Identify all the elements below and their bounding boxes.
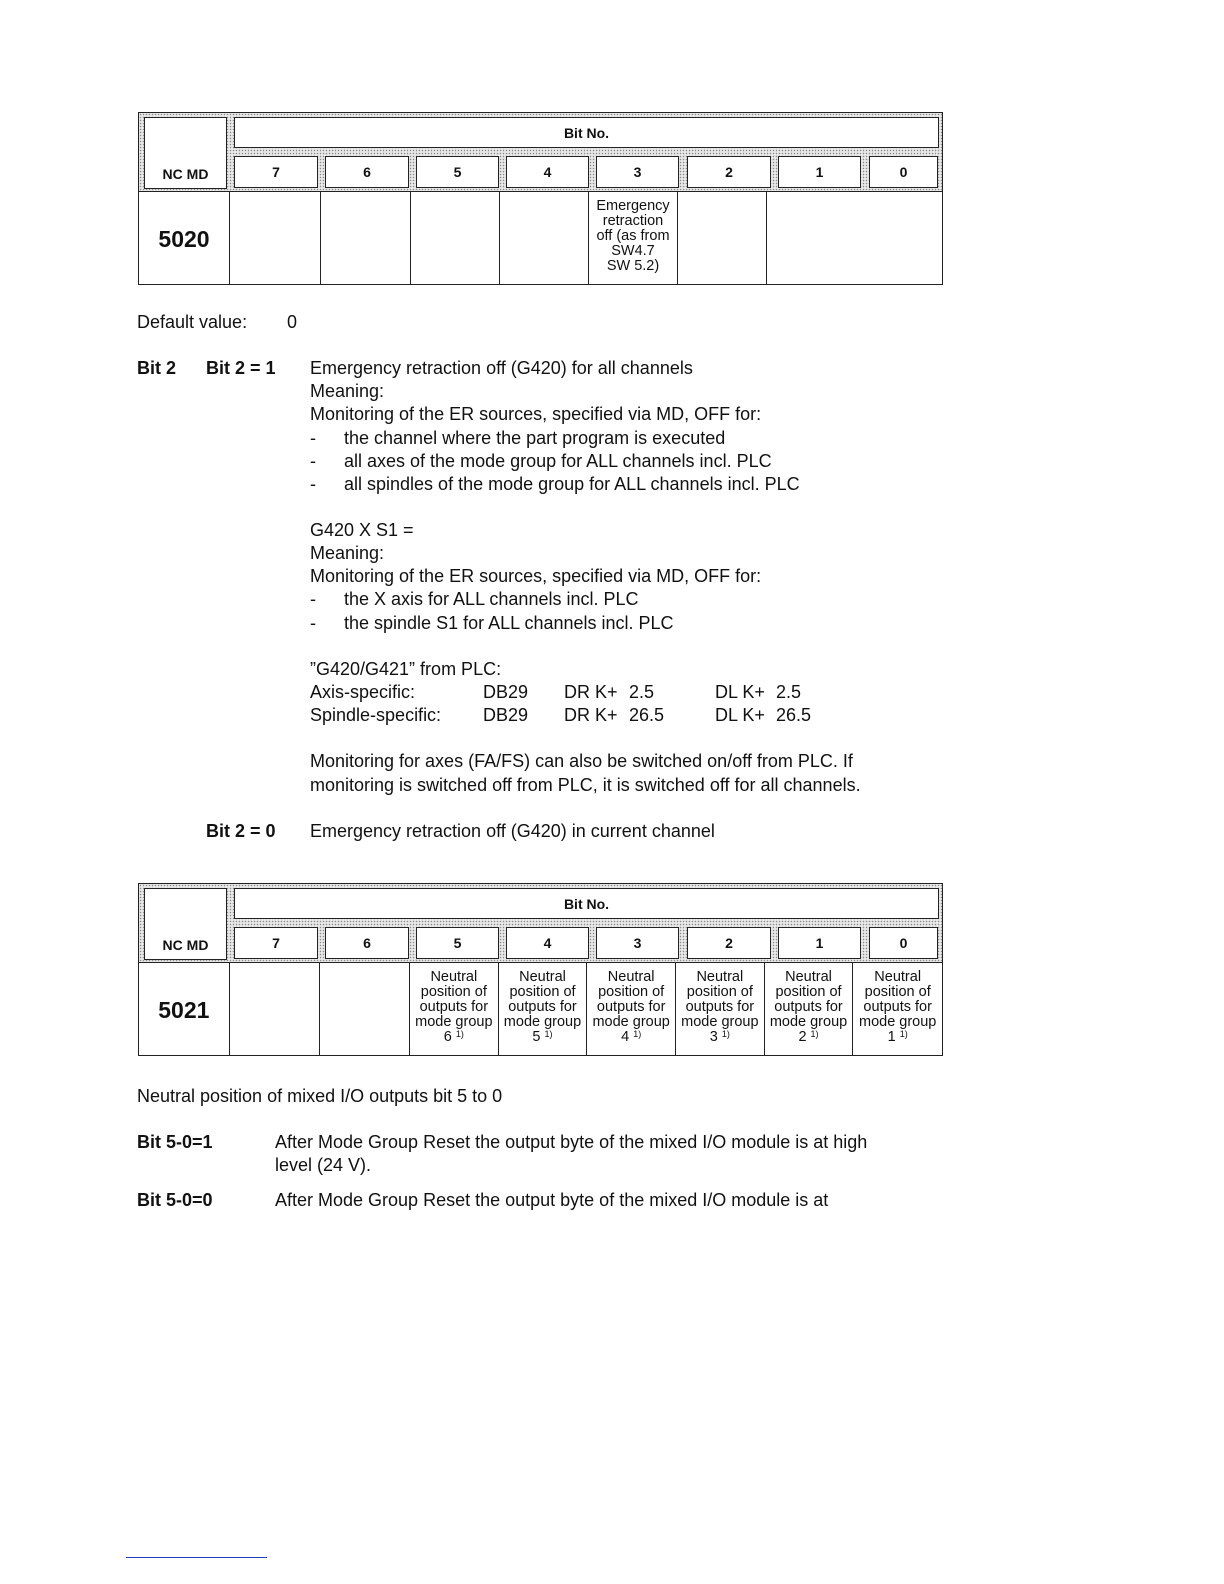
bit-0-header: 0 bbox=[869, 156, 938, 188]
bit-6-cell bbox=[320, 963, 410, 1055]
bit-3-header: 3 bbox=[596, 156, 679, 188]
table-header bbox=[139, 113, 942, 192]
monitoring-text: Monitoring of the ER sources, specified via MD, OFF for: bbox=[310, 566, 762, 586]
bit2-eq1-text: Emergency retraction off (G420) for all channels bbox=[310, 358, 693, 378]
bit-4-header: 4 bbox=[506, 927, 589, 959]
default-value: 0 bbox=[287, 312, 298, 332]
bit-1-cell: Neutral position of outputs for mode group 2 $^{1)}$ bbox=[765, 963, 854, 1055]
bit-2-header: 2 bbox=[687, 927, 771, 959]
bit-4-cell bbox=[500, 192, 589, 284]
bit50-eq0-label: Bit 5-0=0 bbox=[137, 1190, 213, 1210]
md-number: 5021 bbox=[139, 963, 230, 1055]
axis-dr: DR K+ bbox=[564, 682, 618, 702]
bit-2-cell: Emergency retraction off (as from SW4.7 SW 5.2) bbox=[589, 192, 678, 284]
bit-5-header: 5 bbox=[416, 156, 499, 188]
bit-4-header: 4 bbox=[506, 156, 589, 188]
note-line-1: Monitoring for axes (FA/FS) can also be switched on/off from PLC. If bbox=[310, 751, 853, 771]
spindle-dr-value: 26.5 bbox=[629, 705, 665, 725]
table-body-row bbox=[139, 963, 942, 1055]
footnote-mark: 1) bbox=[455, 1029, 464, 1039]
dash: - bbox=[310, 589, 316, 609]
bit-3-header: 3 bbox=[596, 927, 679, 959]
bit-1-header: 1 bbox=[778, 927, 861, 959]
neutral-heading: Neutral position of mixed I/O outputs bit 5 to 0 bbox=[137, 1086, 503, 1106]
dash: - bbox=[310, 451, 316, 471]
bit-4-cell: Neutral position of outputs for mode group 5 $^{1)}$ bbox=[499, 963, 588, 1055]
bit-7-cell bbox=[230, 963, 321, 1055]
bit-7-header: 7 bbox=[234, 156, 318, 188]
meaning-label: Meaning: bbox=[310, 381, 385, 401]
note-line-2: monitoring is switched off from PLC, it is switched off for all channels. bbox=[310, 775, 861, 795]
footnote-mark: 1) bbox=[721, 1029, 730, 1039]
footnote-mark: 1) bbox=[633, 1029, 642, 1039]
bit-0-cell: Neutral position of outputs for mode group 1 $^{1)}$ bbox=[858, 969, 937, 1045]
ncmd-header: NC MD bbox=[144, 888, 227, 960]
bit2-label: Bit 2 bbox=[137, 358, 177, 378]
bit50-eq1-line1: After Mode Group Reset the output byte of the mixed I/O module is at high bbox=[275, 1132, 868, 1152]
default-value-label: Default value: bbox=[137, 312, 248, 332]
monitoring-text: Monitoring of the ER sources, specified via MD, OFF for: bbox=[310, 404, 762, 424]
bit-0-header: 0 bbox=[869, 927, 938, 959]
axis-dl: DL K+ bbox=[715, 682, 765, 702]
axis-dl-value: 2.5 bbox=[776, 682, 802, 702]
md-table-5020 bbox=[138, 112, 943, 285]
bit50-eq1-label: Bit 5-0=1 bbox=[137, 1132, 213, 1152]
from-plc-text: ”G420/G421” from PLC: bbox=[310, 659, 502, 679]
meaning-label: Meaning: bbox=[310, 543, 385, 563]
bit-3-cell: Neutral position of outputs for mode group 4 $^{1)}$ bbox=[587, 963, 676, 1055]
bit50-eq1-line2: level (24 V). bbox=[275, 1155, 372, 1175]
bit-5-cell bbox=[411, 192, 500, 284]
footnote-mark: 1) bbox=[544, 1029, 553, 1039]
bit2-eq1-label: Bit 2 = 1 bbox=[206, 358, 276, 378]
list-item: all spindles of the mode group for ALL channels incl. PLC bbox=[344, 474, 800, 494]
axis-label: Axis-specific: bbox=[310, 682, 416, 702]
axis-db: DB29 bbox=[483, 682, 529, 702]
footnote-mark: 1) bbox=[810, 1029, 819, 1039]
md-number: 5020 bbox=[139, 192, 230, 284]
table-body-row bbox=[139, 192, 942, 284]
table-header bbox=[139, 884, 942, 963]
dash: - bbox=[310, 428, 316, 448]
footnote-mark: 1) bbox=[899, 1029, 908, 1039]
list-item: all axes of the mode group for ALL channels incl. PLC bbox=[344, 451, 772, 471]
footnote-rule bbox=[126, 1557, 267, 1558]
bit-7-cell bbox=[230, 192, 321, 284]
bit-7-header: 7 bbox=[234, 927, 318, 959]
bit50-eq0-line1: After Mode Group Reset the output byte of the mixed I/O module is at bbox=[275, 1190, 829, 1210]
ncmd-header: NC MD bbox=[144, 117, 227, 189]
bit2-eq0-text: Emergency retraction off (G420) in current channel bbox=[310, 821, 715, 841]
spindle-dl: DL K+ bbox=[715, 705, 765, 725]
spindle-dr: DR K+ bbox=[564, 705, 618, 725]
bit-0-cell bbox=[767, 192, 856, 284]
axis-dr-value: 2.5 bbox=[629, 682, 655, 702]
bit2-eq0-label: Bit 2 = 0 bbox=[206, 821, 276, 841]
md-table-5021 bbox=[138, 883, 943, 1056]
dash: - bbox=[310, 474, 316, 494]
bit-5-header: 5 bbox=[416, 927, 499, 959]
list-item: the channel where the part program is executed bbox=[344, 428, 726, 448]
bit-6-header: 6 bbox=[325, 156, 409, 188]
bit-no-header: Bit No. bbox=[234, 117, 939, 148]
bit-1-cell bbox=[678, 192, 767, 284]
spindle-label: Spindle-specific: bbox=[310, 705, 442, 725]
bit-2-header: 2 bbox=[687, 156, 771, 188]
bit-1-header: 1 bbox=[778, 156, 861, 188]
list-item: the spindle S1 for ALL channels incl. PLC bbox=[344, 613, 674, 633]
bit-6-cell bbox=[321, 192, 411, 284]
spindle-dl-value: 26.5 bbox=[776, 705, 812, 725]
dash: - bbox=[310, 613, 316, 633]
bit-no-header: Bit No. bbox=[234, 888, 939, 919]
list-item: the X axis for ALL channels incl. PLC bbox=[344, 589, 639, 609]
g420-text: G420 X S1 = bbox=[310, 520, 414, 540]
bit-6-header: 6 bbox=[325, 927, 409, 959]
bit-2-cell: Neutral position of outputs for mode group 3 $^{1)}$ bbox=[676, 963, 765, 1055]
bit-5-cell: Neutral position of outputs for mode group 6 $^{1)}$ bbox=[410, 963, 499, 1055]
spindle-db: DB29 bbox=[483, 705, 529, 725]
